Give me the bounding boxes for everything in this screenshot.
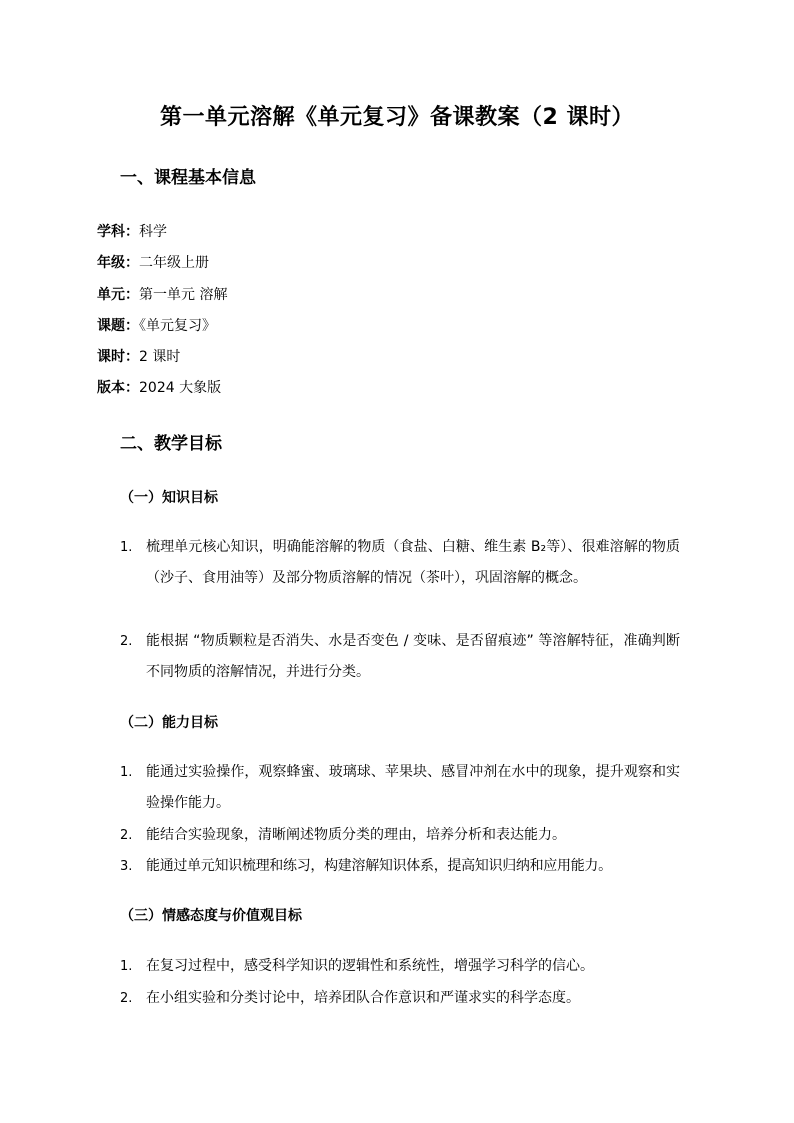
list-text: 梳理单元核心知识，明确能溶解的物质（食盐、白糖、维生素 B₂等）、很难溶解的物质（沙子、食用油等）及部分物质溶解的情况（茶叶），巩固溶解的概念。: [146, 539, 680, 586]
list-number: 1.: [120, 540, 133, 555]
list-number: 2.: [120, 828, 133, 843]
list-text: 能结合实验现象，清晰阐述物质分类的理由，培养分析和表达能力。: [146, 827, 566, 843]
info-row-topic: [97, 315, 216, 337]
subheading-knowledge: （一）知识目标: [120, 490, 218, 506]
document-title: 第一单元溶解《单元复习》备课教案（2 课时）: [160, 105, 634, 130]
list-item: [120, 532, 680, 594]
info-value: 二年级上册: [139, 255, 209, 271]
list-text: 能根据 “物质颗粒是否消失、水是否变色 / 变味、是否留痕迹” 等溶解特征，准确判断不同物质的溶解情况，并进行分类。: [146, 633, 680, 680]
list-text: 在小组实验和分类讨论中，培养团队合作意识和严谨求实的科学态度。: [146, 990, 580, 1006]
list-item: [120, 983, 680, 1014]
list-number: 2.: [120, 991, 133, 1006]
info-label: 课题：: [97, 318, 139, 334]
info-row-unit: [97, 284, 227, 306]
list-item: [120, 851, 680, 882]
info-label: 课时：: [97, 349, 139, 365]
info-row-subject: [97, 221, 167, 243]
info-value: 科学: [139, 224, 167, 240]
list-text: 能通过单元知识梳理和练习，构建溶解知识体系，提高知识归纳和应用能力。: [146, 858, 612, 874]
list-number: 3.: [120, 859, 133, 874]
info-row-periods: [97, 346, 180, 368]
list-number: 1.: [120, 765, 133, 780]
info-row-edition: [97, 377, 221, 399]
info-value: 2024 大象版: [139, 380, 222, 396]
list-text: 在复习过程中，感受科学知识的逻辑性和系统性，增强学习科学的信心。: [146, 958, 594, 974]
list-item: [120, 951, 680, 982]
list-number: 1.: [120, 959, 133, 974]
info-label: 版本：: [97, 380, 139, 396]
section-heading-basic-info: 一、课程基本信息: [120, 168, 256, 188]
info-label: 单元：: [97, 287, 139, 303]
subheading-emotion: （三）情感态度与价值观目标: [120, 908, 302, 924]
subheading-ability: （二）能力目标: [120, 715, 218, 731]
info-row-grade: [97, 252, 209, 274]
list-item: [120, 626, 680, 688]
list-item: [120, 757, 680, 819]
section-heading-objectives: 二、教学目标: [120, 434, 222, 454]
info-value: 《单元复习》: [139, 318, 216, 334]
list-text: 能通过实验操作，观察蜂蜜、玻璃球、苹果块、感冒冲剂在水中的现象，提升观察和实验操作能力。: [146, 764, 680, 811]
list-number: 2.: [120, 634, 133, 649]
info-label: 年级：: [97, 255, 139, 271]
info-value: 2 课时: [139, 349, 181, 365]
info-value: 第一单元 溶解: [139, 287, 228, 303]
list-item: [120, 820, 680, 851]
info-label: 学科：: [97, 224, 139, 240]
